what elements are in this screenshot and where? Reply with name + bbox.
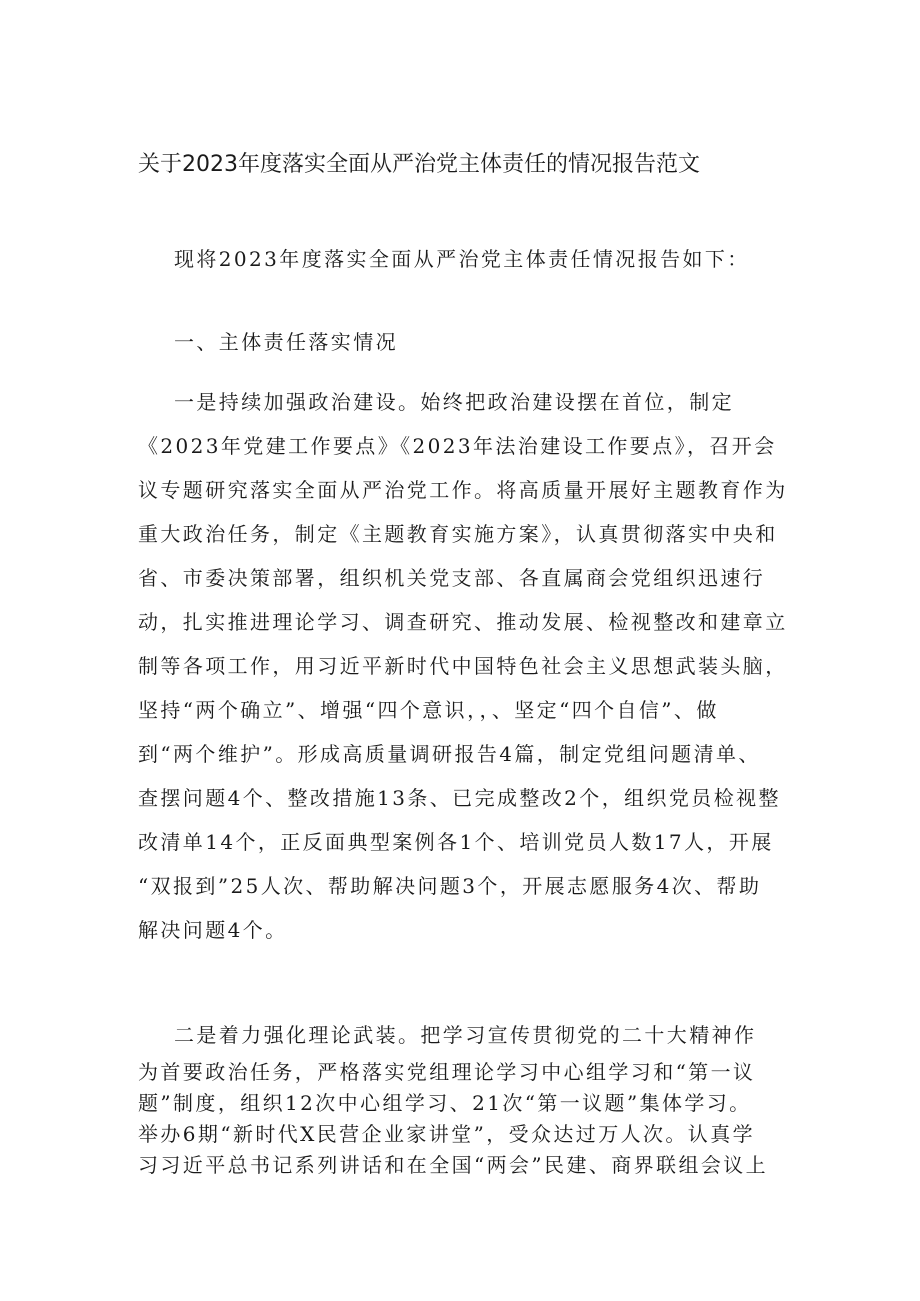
intro-paragraph (138, 237, 798, 281)
document-title: 关于2023年度落实全面从严治党主体责任的情况报告范文 (138, 152, 700, 177)
paragraph-line: 到“两个维护”。形成高质量调研报告4篇，制定党组问题清单、 (138, 742, 761, 766)
paragraph-line: 题”制度，组织12次中心组学习、21次“第一议题”集体学习。 (138, 1091, 752, 1115)
paragraph-line: 制等各项工作，用习近平新时代中国特色社会主义思想武装头脑， (138, 654, 788, 678)
paragraph-line: 为首要政治任务，严格落实党组理论学习中心组学习和“第一议 (138, 1060, 756, 1084)
paragraph-line: 改清单14个，正反面典型案例各1个、培训党员人数17人，开展 (138, 830, 774, 854)
paragraph-political-construction (138, 380, 798, 952)
paragraph-line: 动，扎实推进理论学习、调查研究、推动发展、检视整改和建章立 (138, 610, 788, 634)
section-heading (138, 320, 798, 364)
paragraph-line: 二是着力强化理论武装。把学习宣传贯彻党的二十大精神作 (174, 1023, 757, 1047)
intro-line: 现将2023年度落实全面从严治党主体责任情况报告如下： (174, 247, 750, 271)
section1-heading: 一、主体责任落实情况 (174, 330, 398, 354)
paragraph-line: 议专题研究落实全面从严治党工作。将高质量开展好主题教育作为 (138, 478, 788, 502)
paragraph-line: “双报到”25人次、帮助解决问题3个，开展志愿服务4次、帮助 (138, 874, 762, 898)
paragraph-line: 查摆问题4个、整改措施13条、已完成整改2个，组织党员检视整 (138, 786, 781, 810)
paragraph-line: 习习近平总书记系列讲话和在全国“两会”民建、商界联组会议上 (138, 1153, 769, 1177)
paragraph-line: 一是持续加强政治建设。始终把政治建设摆在首位，制定 (174, 390, 734, 414)
paragraph-line: 《2023年党建工作要点》《2023年法治建设工作要点》，召开会 (138, 434, 777, 458)
paragraph-line: 重大政治任务，制定《主题教育实施方案》，认真贯彻落实中央和 (138, 522, 778, 546)
paragraph-line: 解决问题4个。 (138, 918, 288, 942)
paragraph-line: 省、市委决策部署，组织机关党支部、各直属商会党组织迅速行 (138, 566, 766, 590)
paragraph-line: 举办6期“新时代X民营企业家讲堂”，受众达过万人次。认真学 (138, 1122, 756, 1146)
paragraph-theory-study (138, 1013, 798, 1181)
paragraph-line: 坚持“两个确立”、增强“四个意识，，、坚定“四个自信”、做 (138, 698, 719, 722)
